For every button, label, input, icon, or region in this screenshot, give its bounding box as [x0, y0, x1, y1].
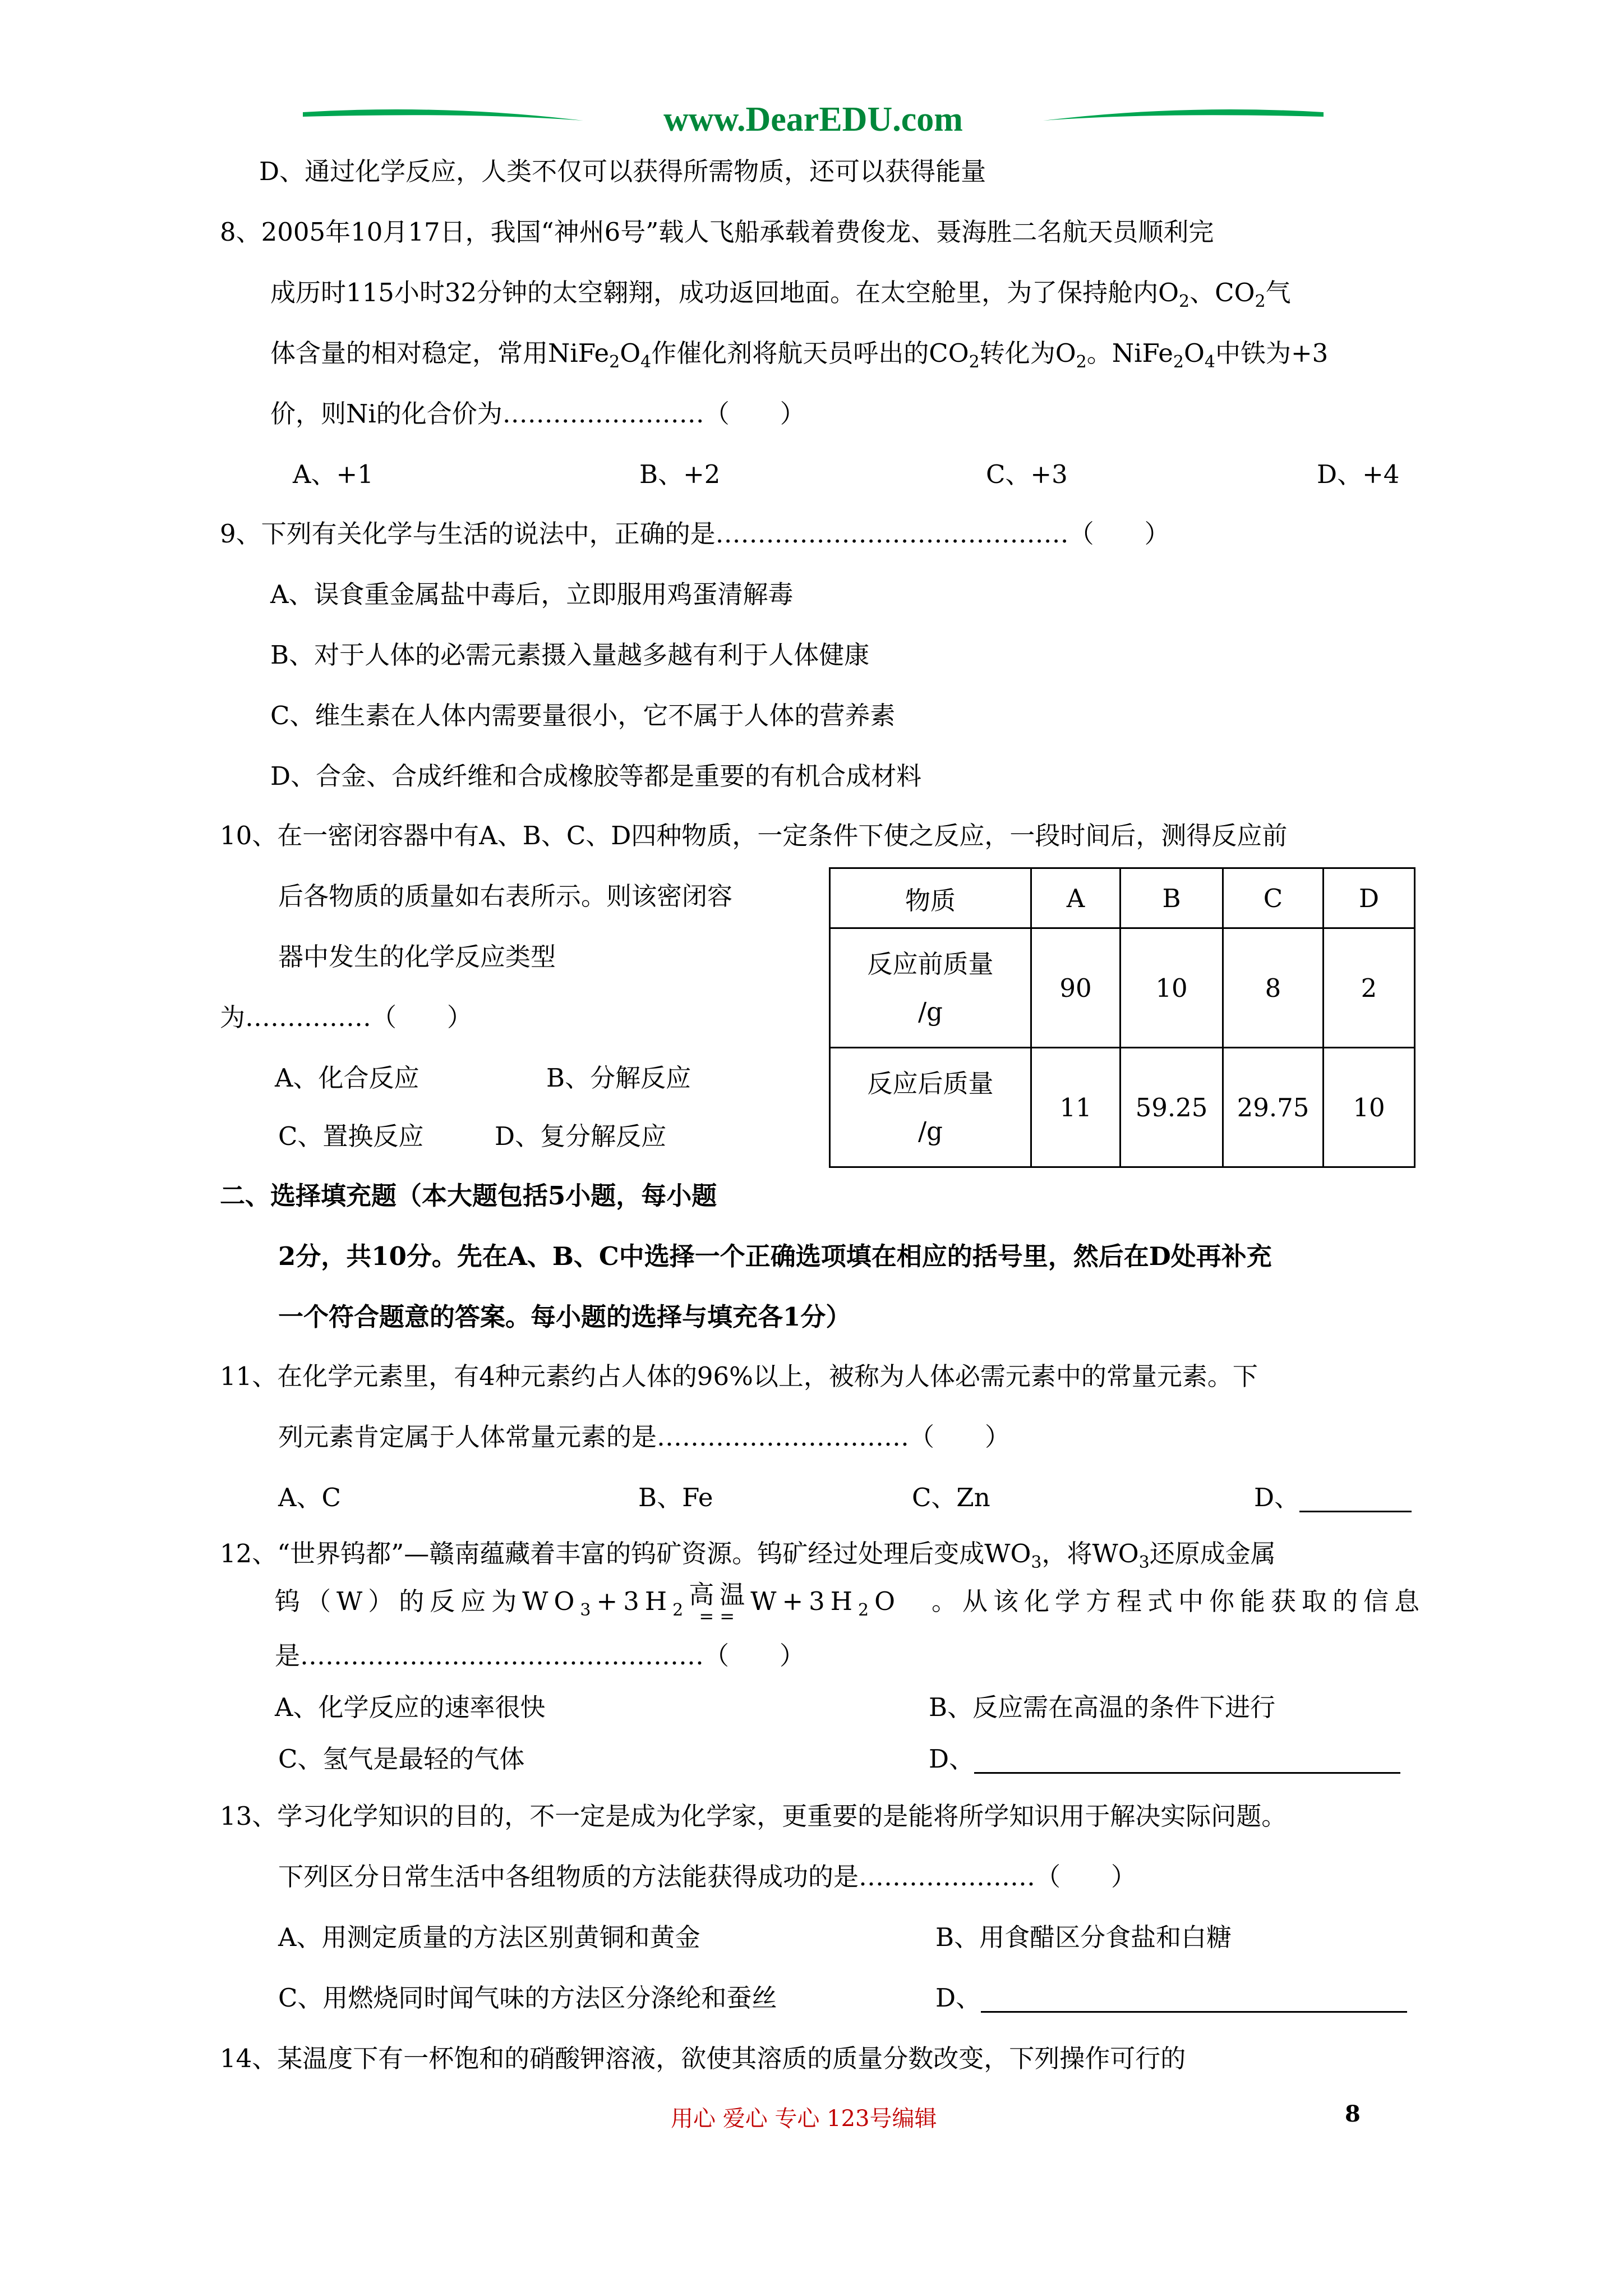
table-cell: 10 [1324, 1048, 1415, 1167]
q8-line-3: 体含量的相对稳定，常用$NiFe_2O_4$作催化剂将航天员呼出的$CO_2$转化为$O_2$。$NiFe_2O_4$中铁为+3 [270, 338, 1329, 372]
q11-option-a: A、C [278, 1483, 341, 1512]
q9-option-b: B、对于人体的必需元素摄入量越多越有利于人体健康 [270, 640, 870, 670]
table-cell: 59.25 [1121, 1048, 1223, 1167]
q12-line-1: 12、“世界钨都”—赣南蕴藏着丰富的钨矿资源。钨矿经过处理后变成$WO_3$，将$WO_3$还原成金属 [220, 1539, 1276, 1572]
q10-line-1: 10、在一密闭容器中有A、B、C、D四种物质，一定条件下使之反应，一段时间后，测得反应前 [220, 821, 1288, 850]
table-cell: C [1223, 868, 1324, 928]
table-row [830, 928, 1415, 1048]
q8-line-1: 8、2005年10月17日，我国“神州6号”载人飞船承载着费俊龙、聂海胜二名航天员顺利完 [220, 217, 1214, 247]
table-cell: 29.75 [1223, 1048, 1324, 1167]
table-cell: 8 [1223, 928, 1324, 1048]
q10-option-b: B、分解反应 [546, 1063, 691, 1093]
q8-option-d: D、+4 [1317, 459, 1400, 489]
header-logo [303, 90, 1324, 146]
q9-option-d: D、合金、合成纤维和合成橡胶等都是重要的有机合成材料 [270, 761, 922, 791]
q11-option-c: C、Zn [912, 1483, 990, 1512]
q14-line-1: 14、某温度下有一杯饱和的硝酸钾溶液，欲使其溶质的质量分数改变，下列操作可行的 [220, 2044, 1186, 2073]
q10-line-2: 后各物质的质量如右表所示。则该密闭容 [278, 881, 733, 911]
q11-line-1: 11、在化学元素里，有4种元素约占人体的96%以上，被称为人体必需元素中的常量元素。下 [220, 1361, 1258, 1391]
table-cell: A [1031, 868, 1121, 928]
logo-text: www.DearEDU.com [663, 100, 963, 139]
table-row [830, 1048, 1415, 1167]
table-cell: 2 [1324, 928, 1415, 1048]
q13-line-1: 13、学习化学知识的目的，不一定是成为化学家，更重要的是能将所学知识用于解决实际问题。 [220, 1801, 1287, 1831]
table-row [830, 868, 1415, 928]
q8-line-2: 成历时115小时32分钟的太空翱翔，成功返回地面。在太空舱里，为了保持舱内$O_2$、$CO_2$气 [270, 278, 1291, 311]
q9-option-a: A、误食重金属盐中毒后，立即服用鸡蛋清解毒 [270, 579, 794, 609]
q9-option-c: C、维生素在人体内需要量很小，它不属于人体的营养素 [270, 701, 896, 730]
mass-table [829, 867, 1415, 1168]
section-2-heading-line-3: 一个符合题意的答案。每小题的选择与填充各1分） [278, 1302, 851, 1332]
q12-option-b: B、反应需在高温的条件下进行 [929, 1692, 1276, 1722]
q11-line-2: 列元素肯定属于人体常量元素的是…………………………（ ） [278, 1422, 1011, 1452]
table-row-label: 反应前质量 /g [830, 928, 1031, 1048]
table-cell: 90 [1031, 928, 1121, 1048]
q11-option-d: D、 [1254, 1483, 1412, 1512]
q9-stem: 9、下列有关化学与生活的说法中，正确的是……………………………………（ ） [220, 519, 1170, 549]
answer-blank[interactable] [1299, 1486, 1412, 1512]
answer-blank[interactable] [974, 1747, 1400, 1774]
q8-line-4: 价，则Ni的化合价为……………………（ ） [270, 399, 805, 429]
answer-blank[interactable] [981, 1986, 1407, 2013]
q10-line-4: 为……………（ ） [220, 1002, 473, 1032]
q13-option-b: B、用食醋区分食盐和白糖 [935, 1922, 1232, 1952]
section-2-heading-line-2: 2分，共10分。先在A、B、C中选择一个正确选项填在相应的括号里，然后在D处再补充 [278, 1241, 1272, 1271]
q11-option-b: B、Fe [638, 1483, 713, 1512]
footer-text: 用心 爱心 专心 123号编辑 [671, 2106, 937, 2132]
table-cell: 物质 [830, 868, 1031, 928]
q7-option-d: D、通过化学反应，人类不仅可以获得所需物质，还可以获得能量 [259, 157, 986, 186]
table-cell: 10 [1121, 928, 1223, 1048]
reaction-condition: 高温 == [689, 1580, 751, 1627]
page-number: 8 [1345, 2101, 1361, 2127]
q10-option-a: A、化合反应 [275, 1063, 419, 1093]
q13-line-2: 下列区分日常生活中各组物质的方法能获得成功的是…………………（ ） [278, 1862, 1137, 1892]
q8-option-a: A、+1 [293, 459, 374, 489]
q12-line-3: 是…………………………………………（ ） [275, 1641, 805, 1671]
q10-option-d: D、复分解反应 [495, 1121, 667, 1151]
q12-option-c: C、氢气是最轻的气体 [278, 1744, 525, 1774]
q10-line-3: 器中发生的化学反应类型 [278, 942, 556, 972]
table-row-label: 反应后质量 /g [830, 1048, 1031, 1167]
q12-option-d: D、 [929, 1745, 1400, 1774]
table-cell: B [1121, 868, 1223, 928]
q13-option-c: C、用燃烧同时闻气味的方法区分涤纶和蚕丝 [278, 1983, 777, 2013]
section-2-heading-line-1: 二、选择填充题（本大题包括5小题，每小题 [220, 1181, 717, 1211]
q13-option-d: D、 [935, 1984, 1407, 2013]
table-cell: D [1324, 868, 1415, 928]
q13-option-a: A、用测定质量的方法区别黄铜和黄金 [278, 1922, 700, 1952]
q8-option-c: C、+3 [986, 459, 1068, 489]
q12-line-2: 钨（W）的反应为$WO_3+3H_2$ 高温 == $W+3H_2O$ 。从该化学方程式中你能获取的信息 [275, 1580, 1426, 1627]
q12-option-a: A、化学反应的速率很快 [275, 1692, 546, 1722]
q10-option-c: C、置换反应 [278, 1121, 424, 1151]
q8-option-b: B、+2 [639, 459, 721, 489]
table-cell: 11 [1031, 1048, 1121, 1167]
